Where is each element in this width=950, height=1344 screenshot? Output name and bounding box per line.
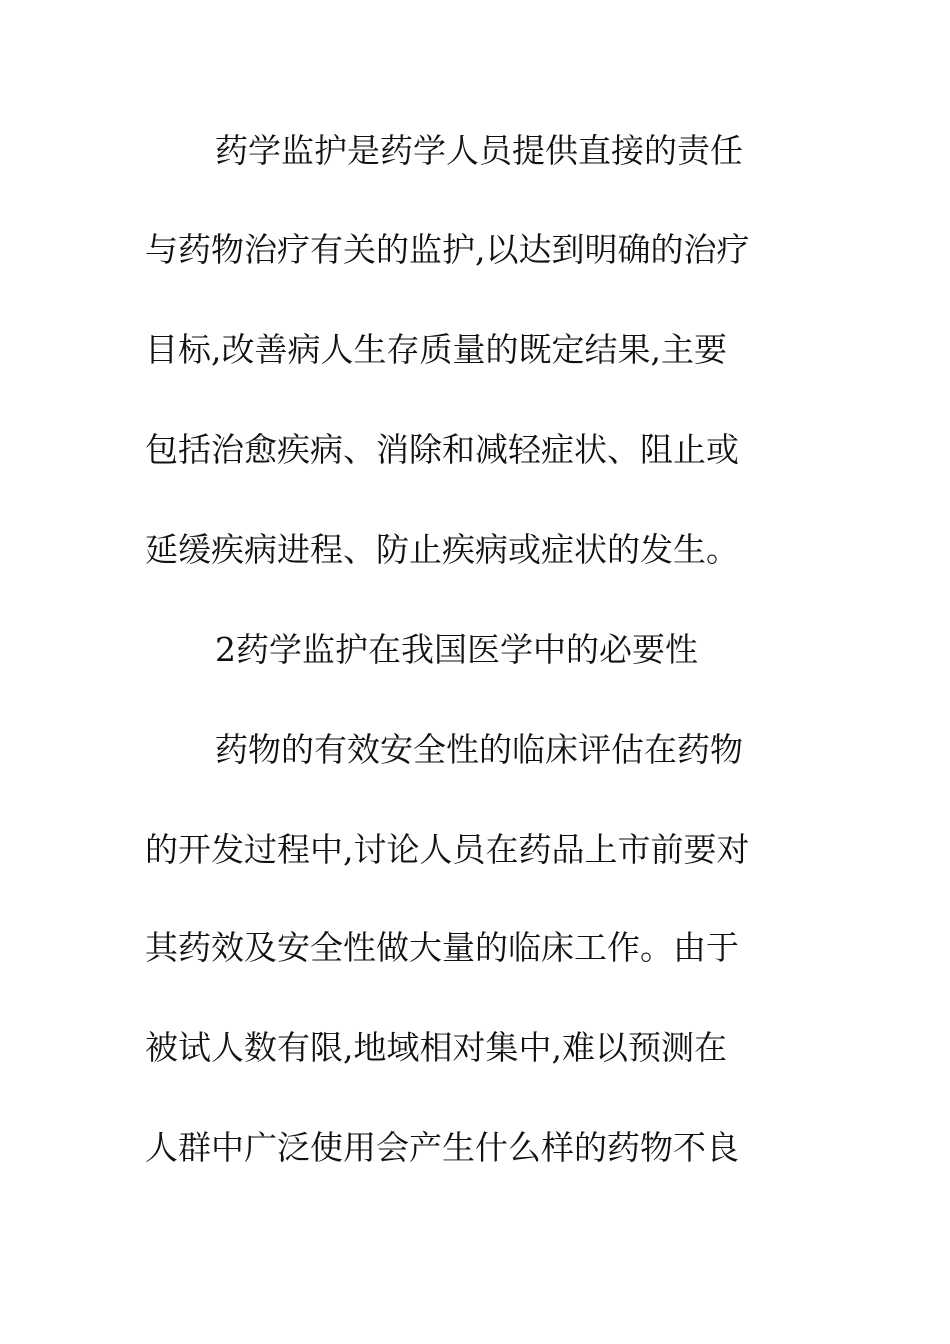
paragraph-1-line-4: 包括治愈疾病、消除和减轻症状、阻止或 xyxy=(145,430,739,469)
paragraph-2-line-1: 药物的有效安全性的临床评估在药物 xyxy=(215,730,743,769)
paragraph-2-line-5: 人群中广泛使用会产生什么样的药物不良 xyxy=(145,1128,739,1167)
paragraph-1-line-3: 目标,改善病人生存质量的既定结果,主要 xyxy=(145,330,727,369)
paragraph-1-line-5: 延缓疾病进程、防止疾病或症状的发生。 xyxy=(145,530,739,569)
paragraph-2-line-4: 被试人数有限,地域相对集中,难以预测在 xyxy=(145,1028,727,1067)
paragraph-2-line-3: 其药效及安全性做大量的临床工作。由于 xyxy=(145,928,739,967)
paragraph-1-line-2: 与药物治疗有关的监护,以达到明确的治疗 xyxy=(145,230,750,269)
section-heading: 2药学监护在我国医学中的必要性 xyxy=(215,630,698,669)
paragraph-2-line-2: 的开发过程中,讨论人员在药品上市前要对 xyxy=(145,830,750,869)
paragraph-1-line-1: 药学监护是药学人员提供直接的责任 xyxy=(215,131,743,170)
